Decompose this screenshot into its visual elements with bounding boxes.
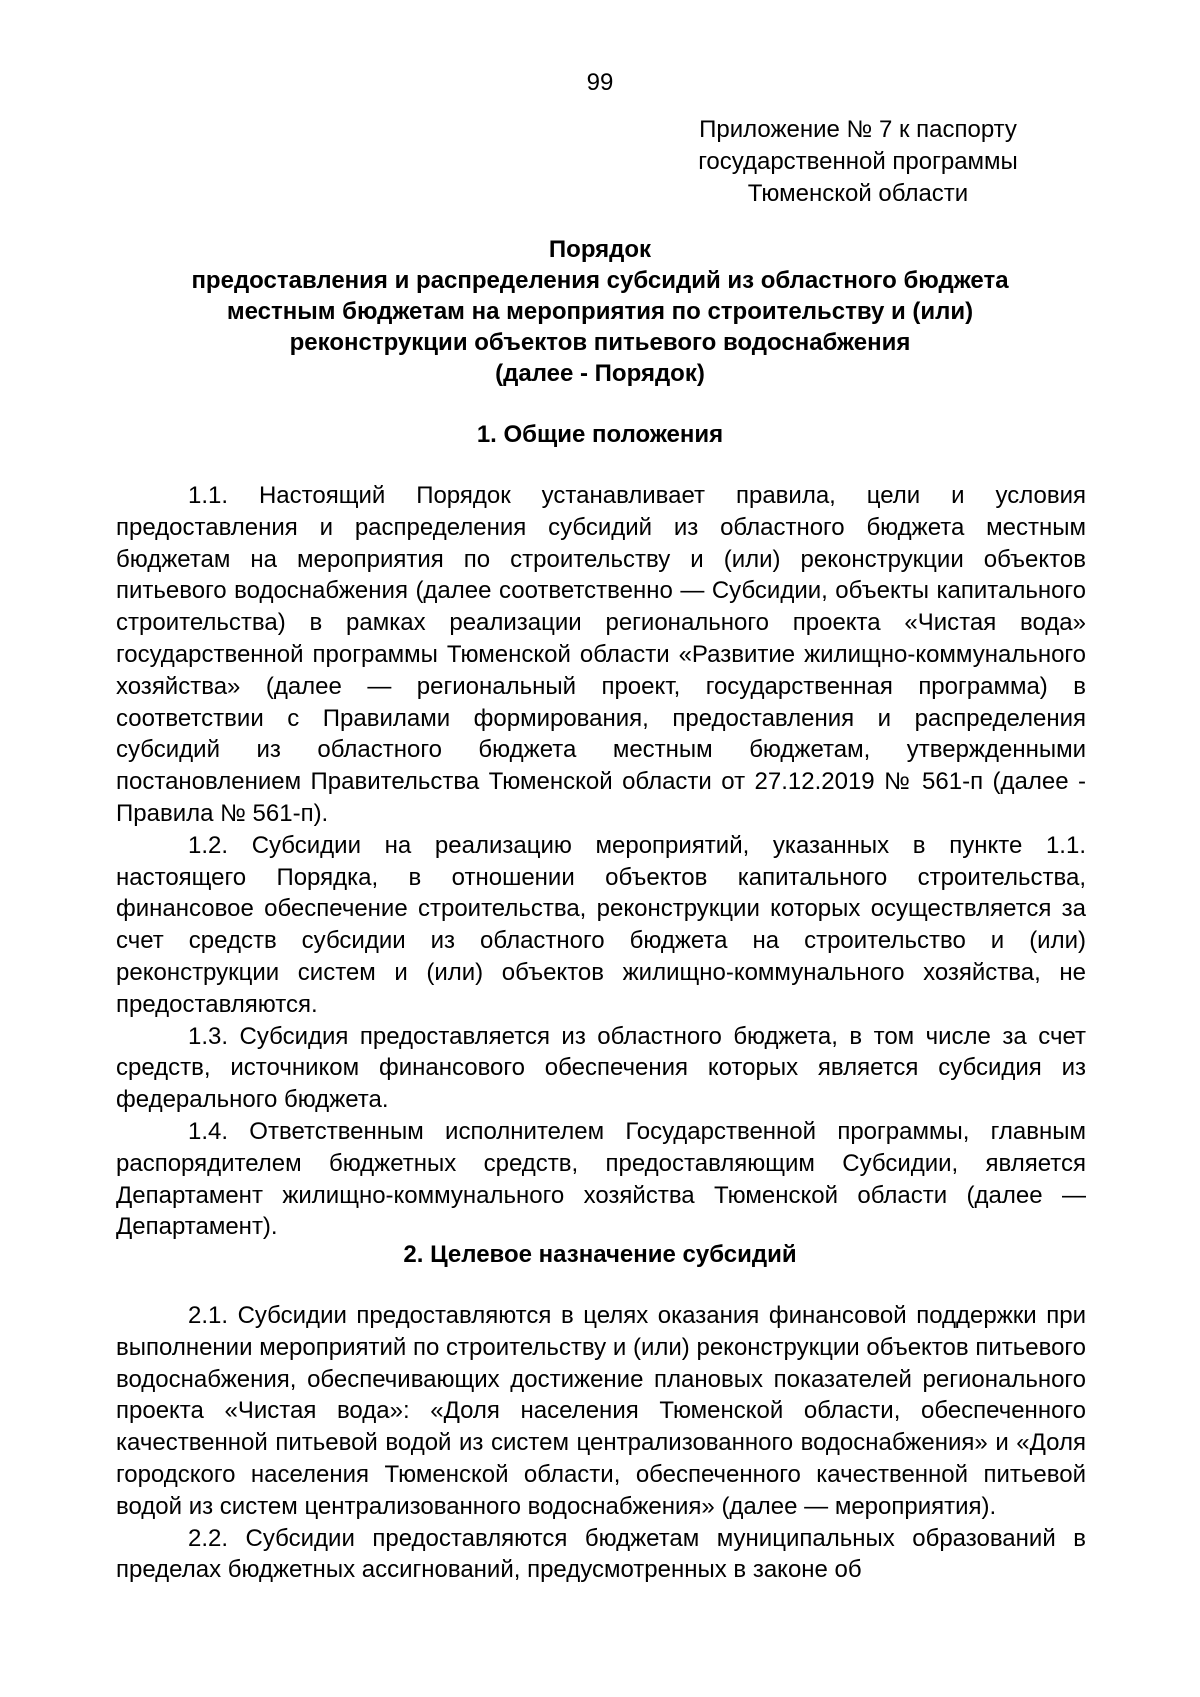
title-line: предоставления и распределения субсидий из областного бюджета (191, 267, 1009, 294)
paragraph-1-3: 1.3. Субсидия предоставляется из областного бюджета, в том числе за счет средств, источником финансового обеспечения которых является субсидия из федерального бюджета. (116, 1022, 1086, 1114)
appendix-note (660, 114, 1056, 210)
page-number: 99 (586, 69, 614, 96)
paragraph-2-1: 2.1. Субсидии предоставляются в целях оказания финансовой поддержки при выполнении мероприятий по строительству и (или) реконструкции объектов питьевого водоснабжения, обеспечивающих достижение плановых показателей регионального проекта «Чистая вода»: «Доля населения Тюменской области, обеспеченного качественной питьевой водой из систем централизованного водоснабжения» и «Доля городского населения Тюменской области, обеспеченного качественной питьевой водой из систем централизованного водоснабжения» (далее — мероприятия). (116, 1302, 1086, 1520)
title-line: местным бюджетам на мероприятия по строительству и (или) (226, 298, 974, 325)
appendix-line: Приложение № 7 к паспорту (699, 116, 1017, 143)
paragraph-1-4: 1.4. Ответственным исполнителем Государственной программы, главным распорядителем бюджетных средств, предоставляющим Субсидии, является Департамент жилищно-коммунального хозяйства Тюменской области (далее — Департамент). (116, 1117, 1086, 1241)
section-body-purpose (116, 1300, 1086, 1586)
title-line: (далее - Порядок) (495, 360, 705, 387)
title-line: реконструкции объектов питьевого водоснабжения (289, 329, 911, 356)
appendix-line: Тюменской области (747, 180, 969, 207)
paragraph-1-2: 1.2. Субсидии на реализацию мероприятий, указанных в пункте 1.1. настоящего Порядка, в отношении объектов капитального строительства, финансовое обеспечение строительства, реконструкции которых осуществляется за счет средств субсидии из областного бюджета на строительство и (или) реконструкции систем и (или) объектов жилищно-коммунального хозяйства, не предоставляются. (116, 831, 1086, 1018)
document-title (112, 234, 1088, 389)
title-line: Порядок (548, 236, 652, 263)
section-heading-purpose: 2. Целевое назначение субсидий (403, 1241, 797, 1268)
section-body-general-provisions (116, 480, 1086, 1243)
appendix-line: государственной программы (698, 148, 1018, 175)
section-heading-general-provisions: 1. Общие положения (476, 421, 724, 448)
paragraph-1-1: 1.1. Настоящий Порядок устанавливает правила, цели и условия предоставления и распределения субсидий из областного бюджета местным бюджетам на мероприятия по строительству и (или) реконструкции объектов питьевого водоснабжения (далее соответственно — Субсидии, объекты капитального строительства) в рамках реализации регионального проекта «Чистая вода» государственной программы Тюменской области «Развитие жилищно-коммунального хозяйства» (далее — региональный проект, государственная программа) в соответствии с Правилами формирования, предоставления и распределения субсидий из областного бюджета местным бюджетам, утвержденными постановлением Правительства Тюменской области от 27.12.2019 № 561-п (далее - Правила № 561-п). (116, 482, 1086, 827)
paragraph-2-2: 2.2. Субсидии предоставляются бюджетам муниципальных образований в пределах бюджетных ассигнований, предусмотренных в законе об (116, 1524, 1086, 1584)
